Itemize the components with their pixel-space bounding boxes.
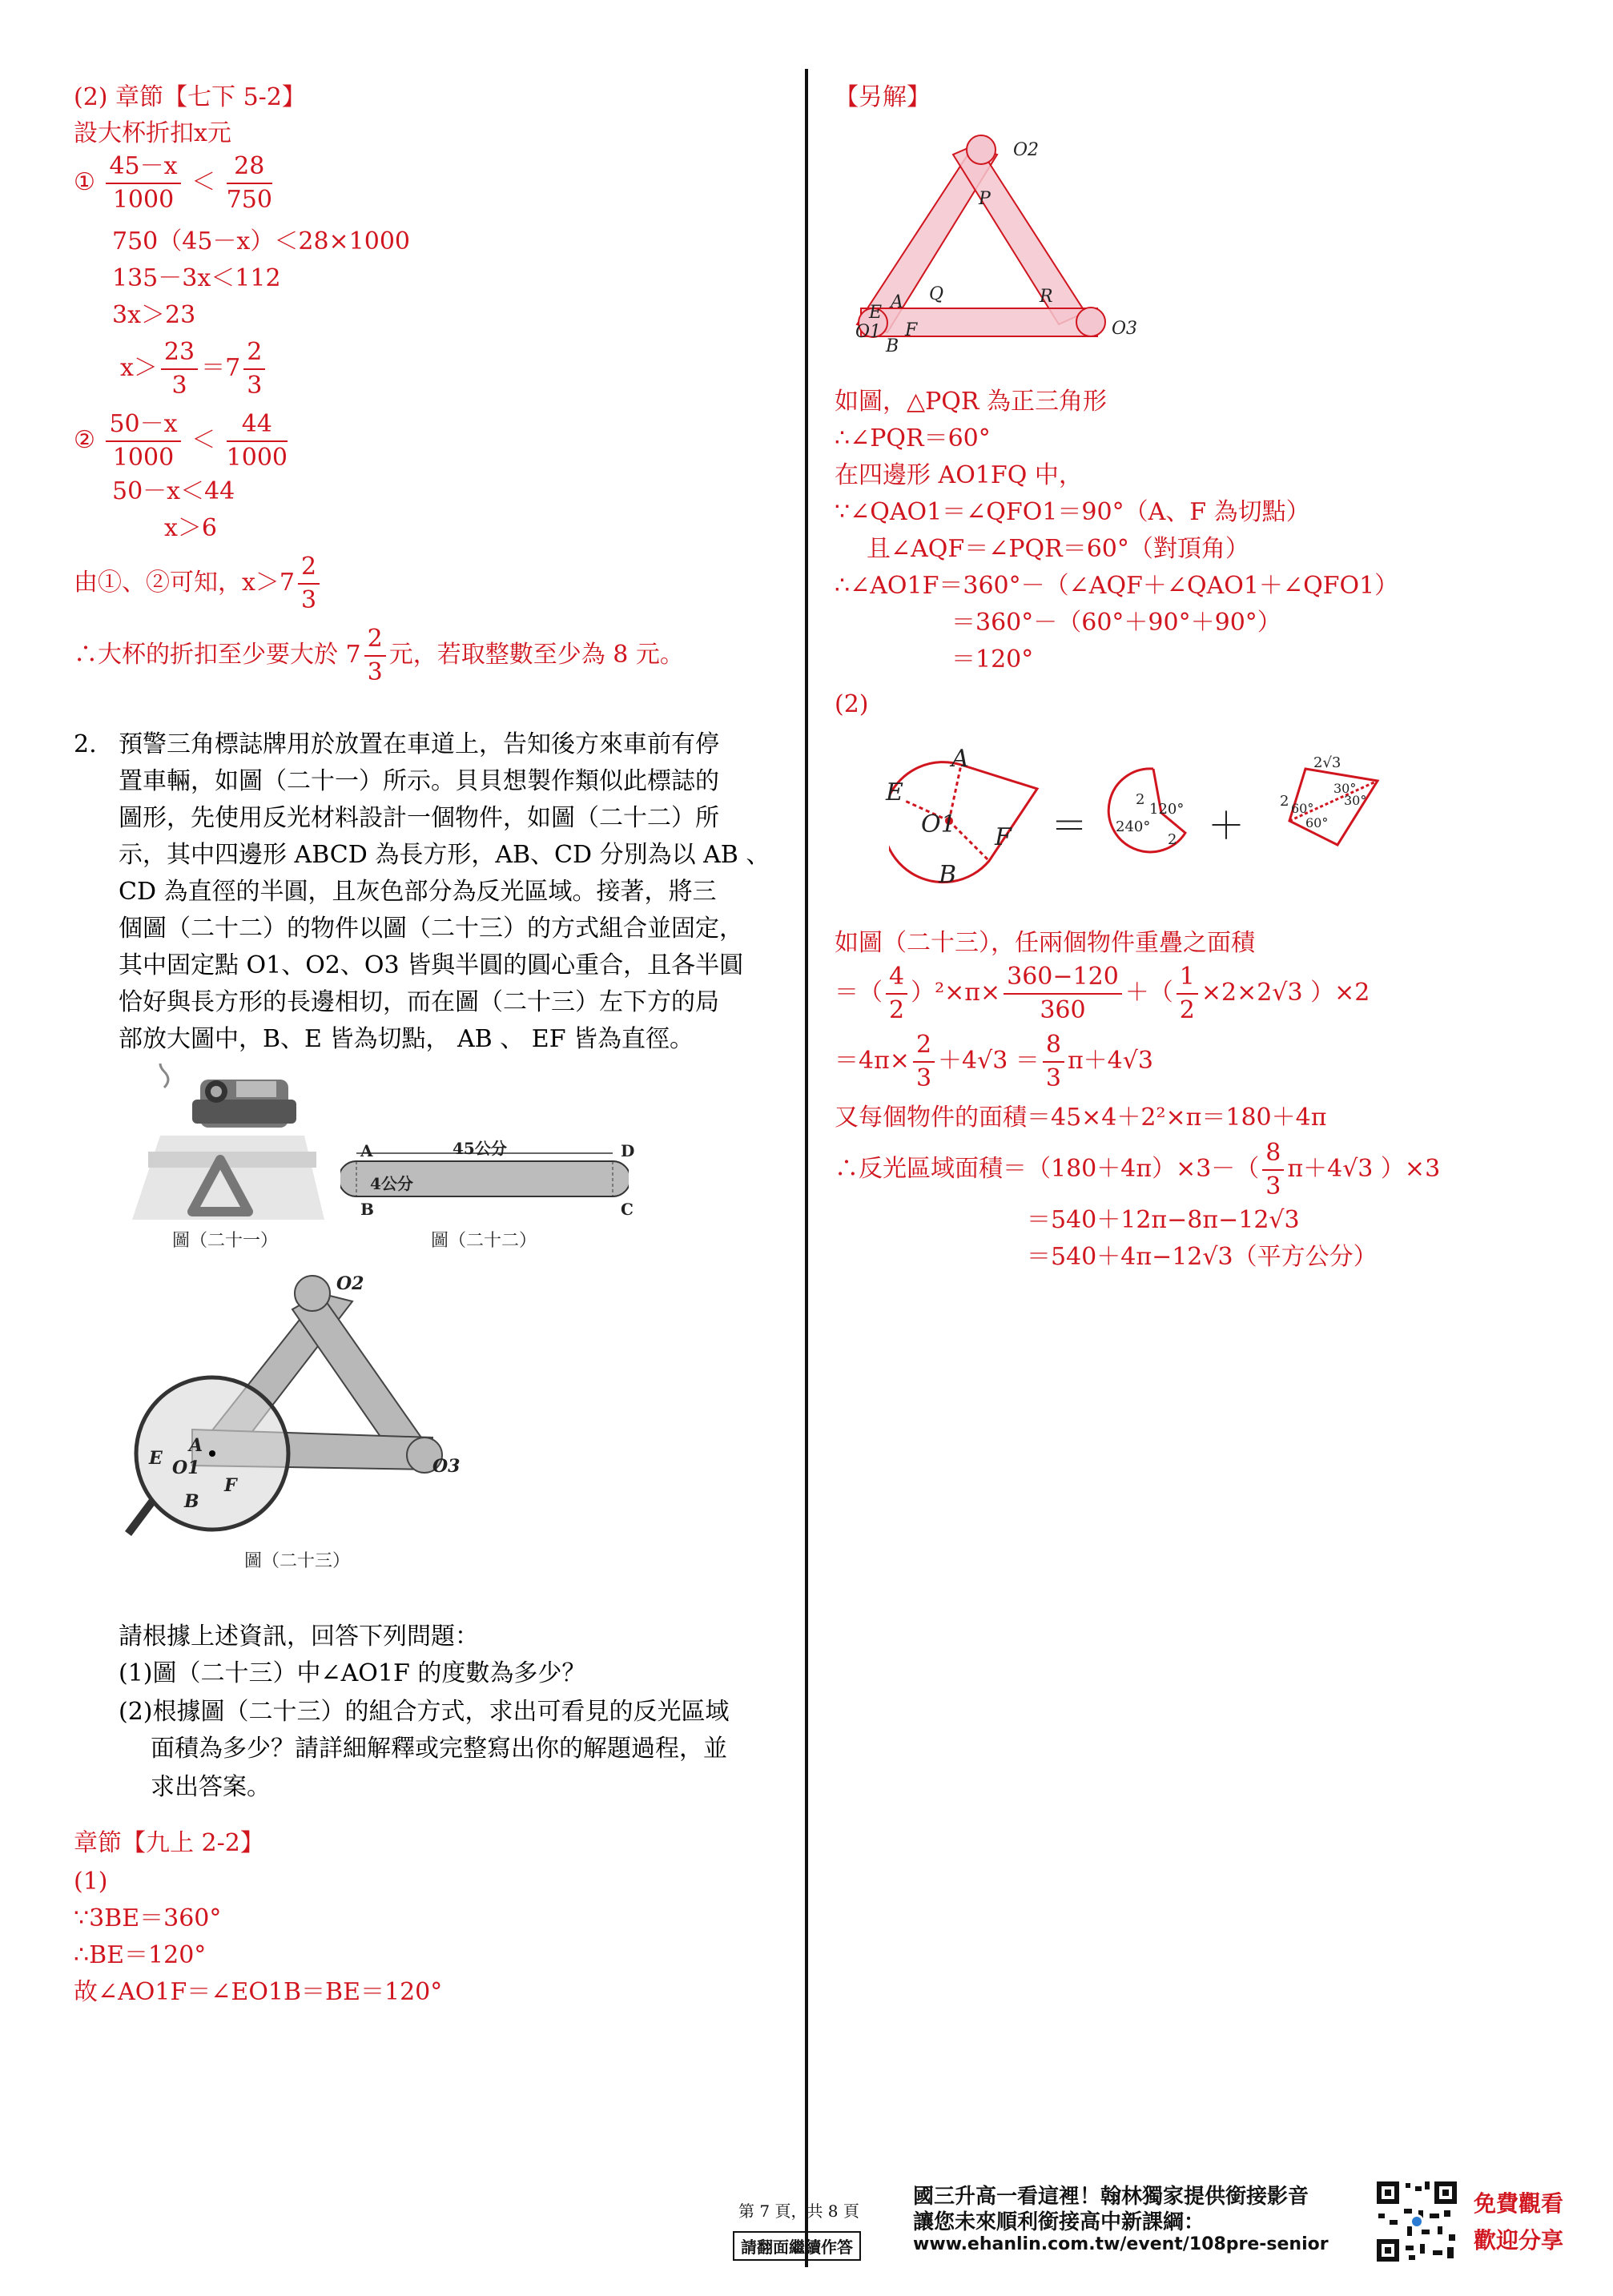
tri-label-O1: O1 xyxy=(855,322,882,342)
part-1-step-1: ∵3BE＝360° xyxy=(74,1904,222,1932)
question-part-1: (1)圖（二十三）中∠AO1F 的度數為多少？ xyxy=(119,1659,586,1687)
question-2-line: CD 為直徑的半圓，且灰色部分為反光區域。接著，將三 xyxy=(119,878,717,906)
page-number: 第 7 頁，共 8 頁 xyxy=(738,2202,859,2221)
eq-angle-120: 120° xyxy=(1149,801,1185,818)
eq-label-F: F xyxy=(995,823,1012,851)
cond1-step-1: 750（45－x）＜28×1000 xyxy=(112,227,411,255)
fig23-label-E: E xyxy=(149,1448,163,1469)
eq-radius-1: 2 xyxy=(1136,791,1145,808)
question-2-line: 其中固定點 O1、O2、O3 皆與半圓的圓心重合，且各半圓 xyxy=(119,951,744,979)
let-statement: 設大杯折扣x元 xyxy=(74,119,231,147)
question-2-number: 2. xyxy=(74,730,97,758)
tri-label-P: P xyxy=(979,189,991,209)
welcome-share-label: 歡迎分享 xyxy=(1474,2227,1564,2254)
question-2-line: 恰好與長方形的長邊相切，而在圖（二十三）左下方的局 xyxy=(119,988,719,1016)
tri-label-F: F xyxy=(905,320,918,340)
reflective-area-answer: ＝540＋4π−12√3（平方公分） xyxy=(1027,1243,1378,1271)
alt-step-1: 如圖，△PQR 為正三角形 xyxy=(835,388,1107,416)
conclusion-line: ∴大杯的折扣至少要大於 7 $\frac{2}{3}$ 元，若取整數至少為 8 元。 xyxy=(74,625,684,686)
kite-label-3: 30° xyxy=(1344,793,1367,808)
kite-label-5: 60° xyxy=(1291,801,1314,816)
alternate-solution-header: 【另解】 xyxy=(835,83,931,111)
eq-angle-240: 240° xyxy=(1116,818,1151,835)
question-2-line: 部放大圖中，B、E 皆為切點， AB 、 EF 皆為直徑。 xyxy=(119,1025,694,1053)
tri-label-O3: O3 xyxy=(1112,319,1138,339)
figure-21-caption: 圖（二十一） xyxy=(172,1231,279,1251)
fig22-label-D: D xyxy=(621,1141,635,1160)
combined-result: 由①、②可知，x＞7 $\frac{2}{3}$ xyxy=(74,551,323,617)
kite-label-4: 2 xyxy=(1280,793,1289,810)
alt-step-4: ∵∠QAO1＝∠QFO1＝90°（A、F 為切點） xyxy=(835,498,1310,526)
section-2-header: (2) 章節【七下 5-2】 xyxy=(74,83,306,111)
part-1-step-3: 故∠AO1F＝∠EO1B＝BE＝120° xyxy=(74,1978,443,2006)
question-2-line: 示，其中四邊形 ABCD 為長方形，AB、CD 分別為以 AB 、 xyxy=(119,841,770,869)
fig22-width-label: 4公分 xyxy=(370,1174,413,1193)
eq-radius-2: 2 xyxy=(1168,831,1177,848)
tri-label-O2: O2 xyxy=(1013,140,1040,160)
alt-step-6: ∴∠AO1F＝360°－（∠AQF＋∠QAO1＋∠QFO1） xyxy=(835,572,1399,600)
kite-label-2: 30° xyxy=(1333,781,1357,796)
promo-line-2: 讓您未來順利銜接高中新課綱： xyxy=(913,2210,1205,2234)
cond1-step-2: 135－3x＜112 xyxy=(112,264,281,292)
figure-21 xyxy=(116,1064,332,1224)
fig23-label-O2: O2 xyxy=(336,1273,364,1294)
eq-label-B: B xyxy=(939,861,957,889)
figure-22-caption: 圖（二十二） xyxy=(431,1231,537,1251)
question-part-2-line-2: 面積為多少？請詳細解釋或完整寫出你的解題過程，並 xyxy=(151,1735,727,1763)
alt-step-3: 在四邊形 AO1FQ 中， xyxy=(835,461,1083,489)
reflective-area-calc: ∴反光區域面積＝（180＋4π）×3－（ $\frac{8}{3}$ π＋4√3 ）×3 xyxy=(835,1139,1441,1200)
question-2-line: 圖形，先使用反光材料設計一個物件，如圖（二十二）所 xyxy=(119,804,719,832)
turn-page-notice: 請翻面繼續作答 xyxy=(733,2231,861,2261)
cond2-step-1: 50－x＜44 xyxy=(112,477,235,505)
alt-step-2: ∴∠PQR＝60° xyxy=(835,424,991,452)
tri-label-B: B xyxy=(886,336,899,356)
eq-label-A: A xyxy=(951,745,969,773)
fig23-label-B: B xyxy=(184,1491,199,1512)
cond1-step-4: x＞ $\frac{23}{3}$ ＝7 $\frac{2}{3}$ xyxy=(120,336,268,402)
question-part-2-line-3: 求出答案。 xyxy=(151,1773,271,1801)
sector-shape xyxy=(889,762,1037,883)
figure-23 xyxy=(120,1269,481,1546)
condition-1-inequality: ① $\frac{45-x}{1000}$ ＜ $\frac{28}{750}$ xyxy=(74,152,272,214)
column-divider xyxy=(805,69,808,2267)
alt-step-7: ＝360°－（60°＋90°＋90°） xyxy=(951,609,1281,637)
figure-23-caption: 圖（二十三） xyxy=(244,1551,351,1571)
kite-label-6: 60° xyxy=(1305,815,1329,830)
fig22-label-A: A xyxy=(360,1141,373,1160)
fig22-label-C: C xyxy=(621,1200,634,1219)
part-1-step-2: ∴BE＝120° xyxy=(74,1941,207,1969)
promo-line-1: 國三升高一看這裡！翰林獨家提供銜接影音 xyxy=(913,2185,1309,2209)
object-area: 又每個物件的面積＝45×4＋2²×π＝180＋4π xyxy=(835,1104,1327,1132)
fig23-label-A: A xyxy=(189,1435,203,1456)
tri-label-Q: Q xyxy=(929,284,944,304)
free-watch-label: 免費觀看 xyxy=(1474,2190,1564,2217)
overlap-area-intro: 如圖（二十三），任兩個物件重疊之面積 xyxy=(835,929,1255,957)
eq-label-E: E xyxy=(886,778,903,806)
alt-step-5: 且∠AQF＝∠PQR＝60°（對頂角） xyxy=(867,535,1249,563)
plus-sign: ＋ xyxy=(1208,804,1245,847)
chapter-header: 章節【九上 2-2】 xyxy=(74,1829,264,1857)
cond1-step-3: 3x＞23 xyxy=(112,301,196,329)
qr-code-icon[interactable] xyxy=(1374,2178,1460,2265)
question-2-line: 個圖（二十二）的物件以圖（二十三）的方式組合並固定， xyxy=(119,915,743,943)
fig23-label-O1: O1 xyxy=(172,1458,200,1478)
cond2-step-2: x＞6 xyxy=(164,514,218,542)
question-part-2-line-1: (2)根據圖（二十三）的組合方式，求出可看見的反光區域 xyxy=(119,1698,730,1726)
triangle-diagram xyxy=(849,132,1137,348)
tri-label-E: E xyxy=(869,303,883,323)
fig22-label-B: B xyxy=(360,1200,374,1219)
eq-label-O1: O1 xyxy=(921,810,956,838)
tri-label-R: R xyxy=(1040,287,1053,307)
part-1-label: (1) xyxy=(74,1868,108,1896)
magnifier-handle xyxy=(128,1502,152,1534)
promo-url[interactable]: www.ehanlin.com.tw/event/108pre-senior xyxy=(913,2234,1329,2254)
equals-sign: ＝ xyxy=(1051,804,1088,847)
condition-2-inequality: ② $\frac{50-x}{1000}$ ＜ $\frac{44}{1000}$ xyxy=(74,410,288,472)
fig22-length-label: 45公分 xyxy=(453,1139,507,1158)
kite-label-1: 2√3 xyxy=(1313,754,1341,771)
overlap-area-calc: ＝（ $\frac{4}{2}$ ）²×π× $\frac{360-120}{360}$ ＋（ $\frac{1}{2}$ ×2×2√3 ）×2 xyxy=(835,963,1370,1024)
alt-step-8: ＝120° xyxy=(951,645,1034,674)
question-2-line: 置車輛，如圖（二十一）所示。貝貝想製作類似此標誌的 xyxy=(119,767,719,795)
tri-label-A: A xyxy=(891,292,903,312)
reflective-area-step: ＝540＋12π−8π−12√3 xyxy=(1027,1206,1300,1234)
part-2-label: (2) xyxy=(835,690,869,718)
question-2-line: 預警三角標誌牌用於放置在車道上，告知後方來車前有停 xyxy=(119,730,719,758)
fig23-label-F: F xyxy=(224,1475,237,1496)
question-intro: 請根據上述資訊，回答下列問題： xyxy=(119,1622,479,1651)
overlap-area-result: ＝4π× $\frac{2}{3}$ ＋4√3 ＝ $\frac{8}{3}$ π＋4√3 xyxy=(835,1031,1153,1092)
fig23-label-O3: O3 xyxy=(432,1456,461,1477)
